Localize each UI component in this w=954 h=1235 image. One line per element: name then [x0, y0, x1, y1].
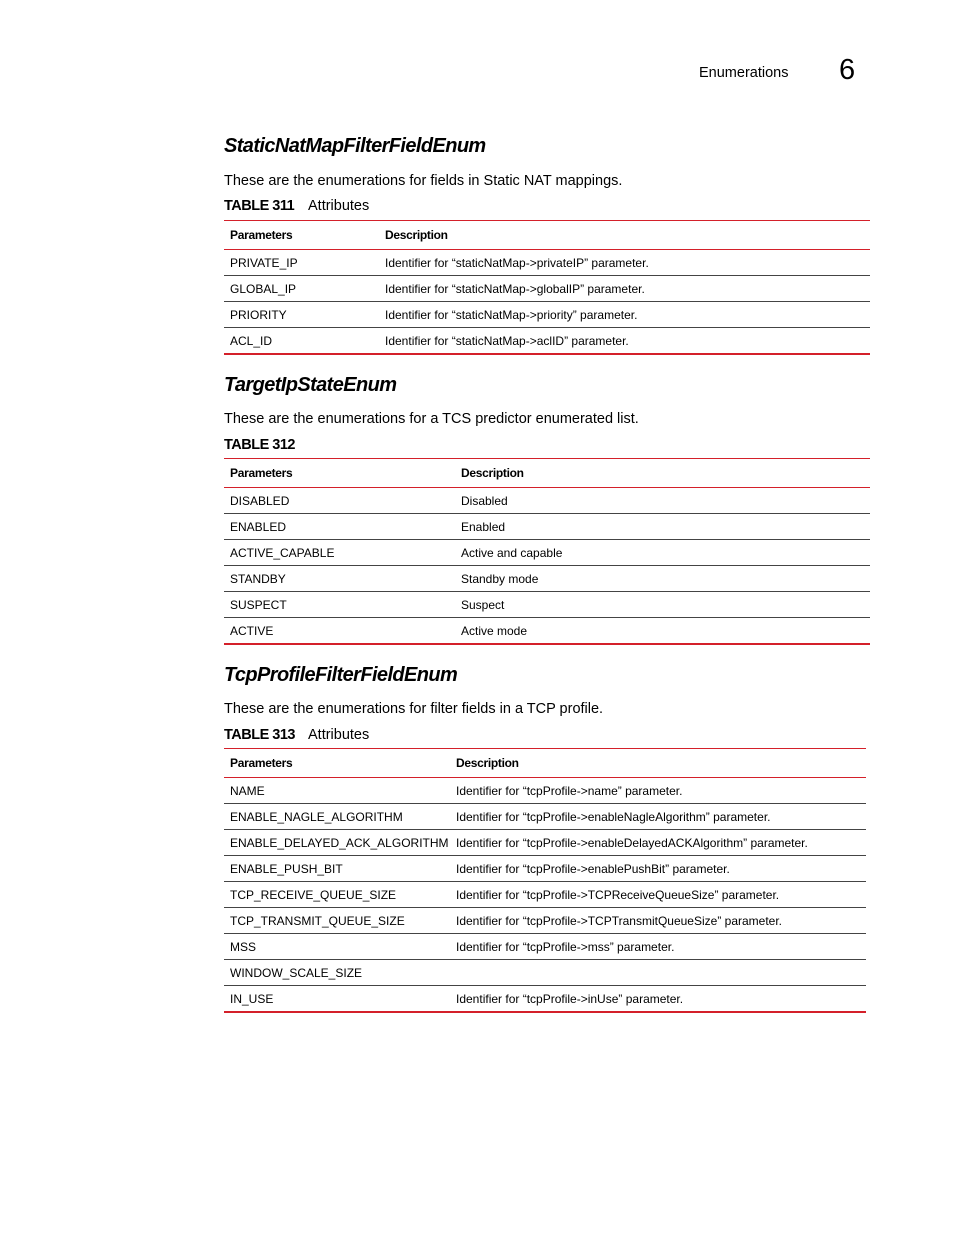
parameter-cell: WINDOW_SCALE_SIZE: [224, 960, 450, 986]
description-cell: Identifier for “tcpProfile->mss” parameter.: [450, 934, 866, 960]
description-cell: Standby mode: [455, 566, 870, 592]
parameter-cell: PRIORITY: [224, 302, 379, 328]
table-312: [224, 458, 870, 645]
description-cell: Enabled: [455, 514, 870, 540]
parameter-cell: ACL_ID: [224, 328, 379, 355]
parameter-cell: TCP_TRANSMIT_QUEUE_SIZE: [224, 908, 450, 934]
table-row: [224, 934, 866, 960]
description-cell: Identifier for “tcpProfile->enableNagleAlgorithm” parameter.: [450, 804, 866, 830]
column-header-parameters: Parameters: [224, 221, 379, 250]
section-intro: These are the enumerations for a TCS predictor enumerated list.: [224, 411, 639, 427]
section-title: TcpProfileFilterFieldEnum: [224, 664, 458, 686]
description-cell: Active and capable: [455, 540, 870, 566]
table-row: [224, 328, 870, 355]
parameter-cell: GLOBAL_IP: [224, 276, 379, 302]
description-cell: Identifier for “tcpProfile->name” parameter.: [450, 778, 866, 804]
description-cell: Identifier for “staticNatMap->privateIP” parameter.: [379, 250, 870, 276]
chapter-number: 6: [839, 54, 856, 86]
table-row: [224, 618, 870, 645]
parameter-cell: DISABLED: [224, 488, 455, 514]
table-label: TABLE 312: [224, 437, 295, 453]
table-row: [224, 778, 866, 804]
column-header-parameters: Parameters: [224, 459, 455, 488]
table-label: TABLE 311: [224, 198, 295, 214]
parameter-cell: NAME: [224, 778, 450, 804]
table-row: [224, 250, 870, 276]
table-313: [224, 748, 866, 1013]
table-311: [224, 220, 870, 355]
table-row: [224, 856, 866, 882]
table-row: [224, 592, 870, 618]
table-row: [224, 488, 870, 514]
description-cell: Identifier for “tcpProfile->inUse” parameter.: [450, 986, 866, 1013]
column-header-description: Description: [379, 221, 870, 250]
table-row: [224, 986, 866, 1013]
table-row: [224, 804, 866, 830]
parameter-cell: IN_USE: [224, 986, 450, 1013]
parameter-cell: ENABLE_DELAYED_ACK_ALGORITHM: [224, 830, 450, 856]
parameter-cell: SUSPECT: [224, 592, 455, 618]
table-row: [224, 276, 870, 302]
description-cell: Identifier for “tcpProfile->enableDelayedACKAlgorithm” parameter.: [450, 830, 866, 856]
parameter-cell: ACTIVE_CAPABLE: [224, 540, 455, 566]
table-row: [224, 882, 866, 908]
description-cell: Identifier for “tcpProfile->TCPTransmitQueueSize” parameter.: [450, 908, 866, 934]
description-cell: Suspect: [455, 592, 870, 618]
table-row: [224, 830, 866, 856]
section-intro: These are the enumerations for filter fields in a TCP profile.: [224, 701, 604, 717]
description-cell: Active mode: [455, 618, 870, 645]
description-cell: Identifier for “tcpProfile->TCPReceiveQueueSize” parameter.: [450, 882, 866, 908]
parameter-cell: ENABLE_PUSH_BIT: [224, 856, 450, 882]
column-header-description: Description: [455, 459, 870, 488]
parameter-cell: TCP_RECEIVE_QUEUE_SIZE: [224, 882, 450, 908]
description-cell: [450, 960, 866, 986]
table-label: TABLE 313: [224, 727, 295, 743]
parameter-cell: MSS: [224, 934, 450, 960]
table-caption: [224, 198, 369, 214]
table-caption: [224, 437, 308, 453]
parameter-cell: ACTIVE: [224, 618, 455, 645]
table-caption: [224, 727, 369, 743]
table-row: [224, 566, 870, 592]
section-title: TargetIpStateEnum: [224, 374, 397, 396]
table-row: [224, 514, 870, 540]
table-row: [224, 302, 870, 328]
section-title: StaticNatMapFilterFieldEnum: [224, 135, 486, 157]
table-row: [224, 960, 866, 986]
table-row: [224, 540, 870, 566]
table-caption-text: Attributes: [308, 727, 370, 743]
table-row: [224, 908, 866, 934]
description-cell: Identifier for “staticNatMap->aclID” parameter.: [379, 328, 870, 355]
table-caption-text: Attributes: [308, 198, 370, 214]
description-cell: Identifier for “staticNatMap->priority” parameter.: [379, 302, 870, 328]
parameter-cell: ENABLE_NAGLE_ALGORITHM: [224, 804, 450, 830]
parameter-cell: STANDBY: [224, 566, 455, 592]
section-intro: These are the enumerations for fields in Static NAT mappings.: [224, 173, 623, 189]
description-cell: Identifier for “staticNatMap->globalIP” parameter.: [379, 276, 870, 302]
column-header-description: Description: [450, 749, 866, 778]
description-cell: Identifier for “tcpProfile->enablePushBit” parameter.: [450, 856, 866, 882]
chapter-title: Enumerations: [699, 65, 789, 81]
description-cell: Disabled: [455, 488, 870, 514]
parameter-cell: ENABLED: [224, 514, 455, 540]
column-header-parameters: Parameters: [224, 749, 450, 778]
parameter-cell: PRIVATE_IP: [224, 250, 379, 276]
